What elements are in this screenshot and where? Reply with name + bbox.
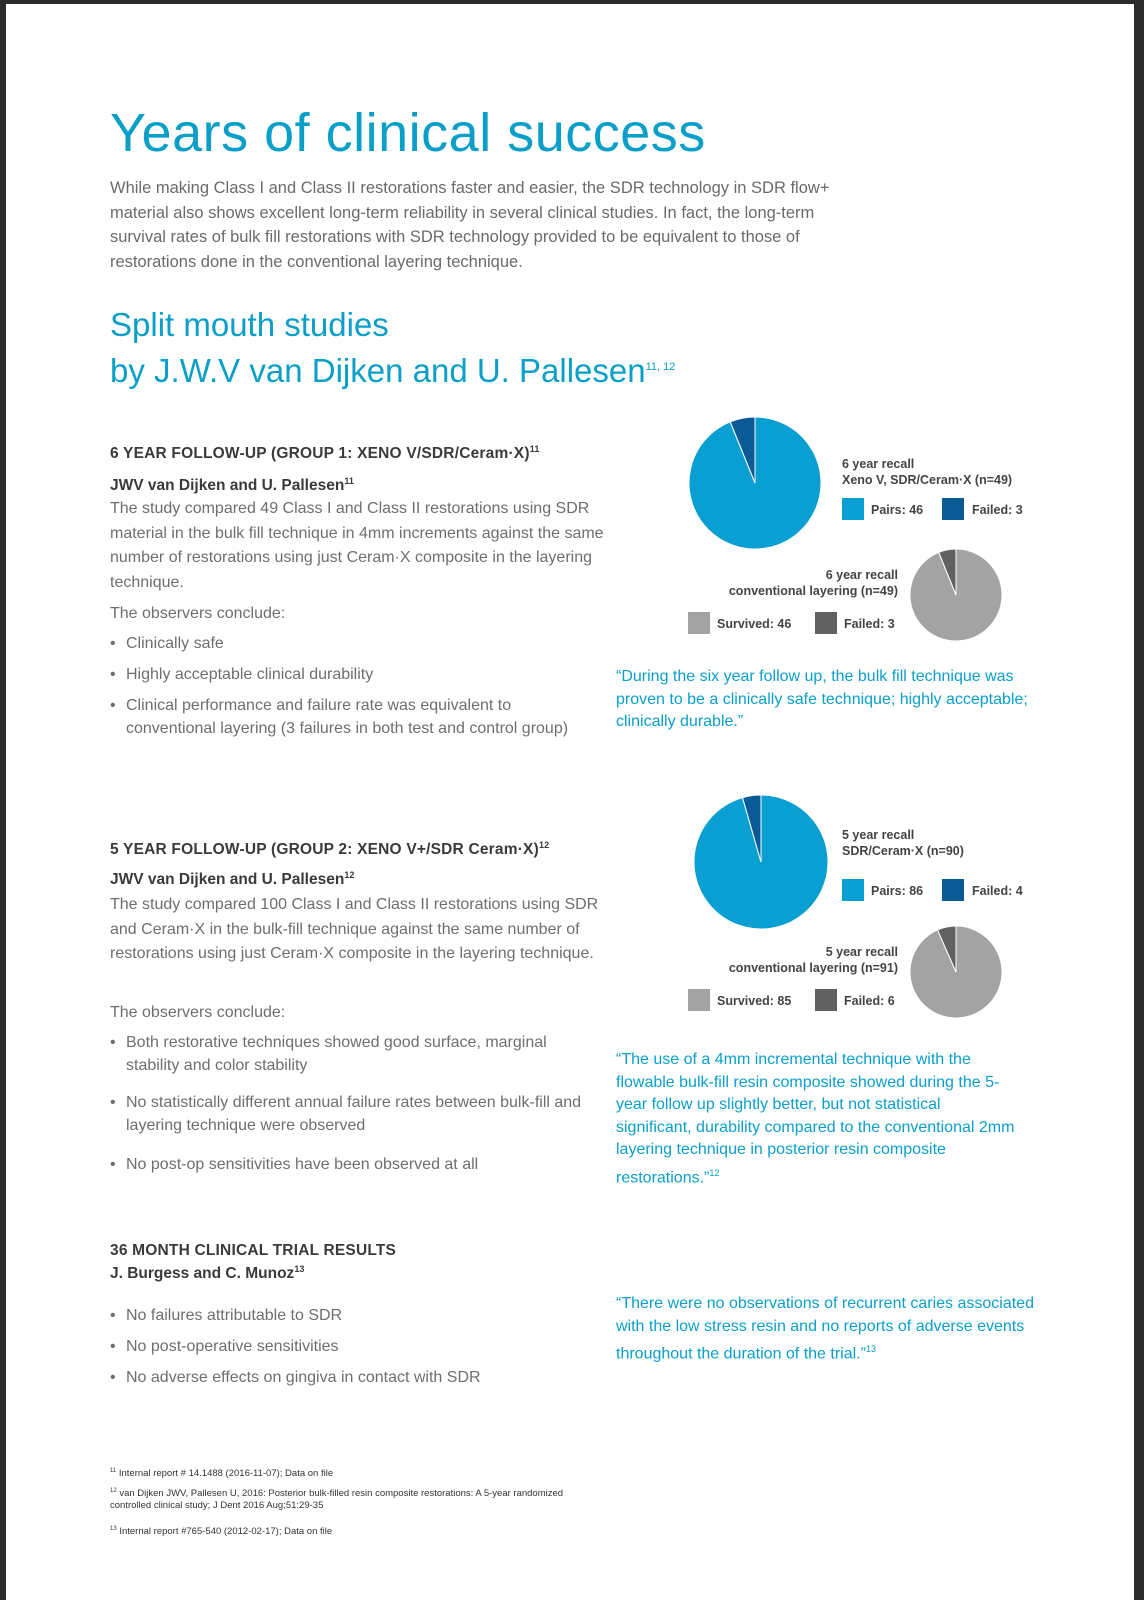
legend-swatch-failed: [942, 498, 964, 520]
pie3-title: 5 year recall: [842, 828, 915, 842]
document-page: [6, 4, 1134, 1600]
study1-authors-ref: 11: [344, 476, 354, 486]
study2-bullet: • No statistically different annual failure rates between bulk-fill and layering technique were observed: [110, 1092, 596, 1137]
legend-label-failed: Failed: 6: [844, 994, 895, 1008]
study2-bullet: • Both restorative techniques showed good surface, marginal stability and color stability: [110, 1032, 596, 1077]
study1-authors: [110, 476, 354, 495]
study1-bullet: • Clinical performance and failure rate was equivalent to conventional layering (3 failures in both test and control group): [110, 695, 596, 740]
pie1-title: 6 year recall: [842, 457, 915, 471]
legend-swatch-survived: [688, 989, 710, 1011]
study2-conclude: The observers conclude:: [110, 1004, 286, 1021]
study2-heading-ref: 12: [538, 840, 550, 850]
study2-quote-text: “The use of a 4mm incremental technique with the flowable bulk-fill resin composite showed during the 5-year follow up slightly better, but not statistical significant, durability compared to the conventional 2mm layering technique in posterior resin composite restorations.”: [616, 1051, 1015, 1186]
study2-quote-ref: 12: [709, 1167, 720, 1178]
pie2-subtitle: conventional layering (n=49): [728, 584, 898, 598]
footnote-text: van Dijken JWV, Pallesen U, 2016: Posterior bulk-filled resin composite restorations: A 5-year randomized controlled clinical study; J Dent 2016 Aug;51:29-35: [110, 1488, 564, 1512]
study3-quote-text: “There were no observations of recurrent caries associated with the low stress resin and no reports of adverse events throughout the duration of the trial.”: [616, 1295, 1034, 1363]
pie4-subtitle: conventional layering (n=91): [728, 961, 898, 975]
study3-authors-text: J. Burgess and C. Munoz: [110, 1265, 295, 1283]
study3-authors-ref: 13: [294, 1264, 305, 1274]
subtitle-line-2-text: by J.W.V van Dijken and U. Pallesen: [110, 352, 646, 389]
legend-label-survived: Survived: 85: [717, 994, 792, 1008]
study3-bullet: • No failures attributable to SDR: [110, 1305, 596, 1328]
subtitle-footnote-ref: 11, 12: [645, 361, 676, 373]
footnote: [110, 1465, 570, 1480]
section-subtitle: [110, 304, 675, 392]
study2-quote: [616, 1049, 1016, 1189]
study3-heading: 36 MONTH CLINICAL TRIAL RESULTS: [110, 1242, 397, 1259]
study1-bullet: • Highly acceptable clinical durability: [110, 664, 596, 687]
study2-body: The study compared 100 Class I and Class II restorations using SDR and Ceram·X in the bulk-fill technique against the same number of restorations using just Ceram·X composite in the layering technique.: [110, 896, 599, 962]
legend-swatch-failed: [815, 989, 837, 1011]
legend-swatch-failed: [815, 612, 837, 634]
legend-swatch-survived: [688, 612, 710, 634]
pie3-subtitle: SDR/Ceram·X (n=90): [842, 844, 964, 858]
subtitle-line-1: Split mouth studies: [110, 306, 389, 343]
study3-bullet: • No post-operative sensitivities: [110, 1336, 596, 1359]
legend-swatch-failed: [942, 879, 964, 901]
study1-heading-ref: 11: [529, 444, 540, 454]
study1-authors-text: JWV van Dijken and U. Pallesen: [110, 477, 345, 495]
study3-authors: [110, 1264, 304, 1283]
legend-label-failed: Failed: 4: [972, 884, 1023, 898]
pie-chart-6yr-sdr: [689, 417, 821, 549]
pie-chart-5yr-sdr: [694, 795, 828, 929]
subtitle-line-2: [110, 346, 675, 392]
pie2-title: 6 year recall: [825, 568, 898, 582]
study3-quote: [616, 1293, 1046, 1366]
legend-label-survived: Survived: 46: [717, 617, 792, 631]
study1-conclude: The observers conclude:: [110, 605, 286, 622]
study3-quote-ref: 13: [865, 1344, 876, 1354]
legend-label-failed: Failed: 3: [972, 503, 1023, 517]
intro-paragraph: While making Class I and Class II restorations faster and easier, the SDR technology in SDR flow+ material also shows excellent long-term reliability in several clinical studies. In fact, the long-term survival rates of bulk fill restorations with SDR technology provided to be equivalent to those of restorations done in the conventional layering technique.: [110, 179, 830, 271]
pie-chart-5yr-conventional: [910, 926, 1002, 1018]
legend-swatch-pairs: [842, 879, 864, 901]
study2-heading-text: 5 YEAR FOLLOW-UP (GROUP 2: XENO V+/SDR Ceram·X): [110, 841, 539, 859]
study1-heading: [110, 444, 540, 463]
study1-body: The study compared 49 Class I and Class II restorations using SDR material in the bulk fill technique in 4mm increments against the same number of restorations using just Ceram·X composite in the layering technique.: [110, 500, 604, 591]
study1-heading-text: 6 YEAR FOLLOW-UP (GROUP 1: XENO V/SDR/Ceram·X): [110, 445, 530, 463]
legend-swatch-pairs: [842, 498, 864, 520]
footnote: [110, 1485, 570, 1512]
page-title: Years of clinical success: [110, 103, 706, 163]
study3-bullet: • No adverse effects on gingiva in contact with SDR: [110, 1367, 596, 1390]
pie1-subtitle: Xeno V, SDR/Ceram·X (n=49): [842, 473, 1013, 487]
footnote-text: Internal report # 14.1488 (2016-11-07); Data on file: [118, 1468, 334, 1480]
study2-authors: [110, 870, 354, 889]
legend-label-pairs: Pairs: 86: [871, 884, 924, 898]
footnote-num: 13: [110, 1526, 117, 1532]
study2-bullet: • No post-op sensitivities have been observed at all: [110, 1154, 596, 1177]
study2-authors-ref: 12: [344, 870, 355, 880]
study1-bullet: • Clinically safe: [110, 633, 596, 656]
legend-label-failed: Failed: 3: [844, 617, 895, 631]
footnote: [110, 1523, 570, 1538]
study2-authors-text: JWV van Dijken and U. Pallesen: [110, 871, 345, 889]
study1-quote: “During the six year follow up, the bulk fill technique was proven to be a clinically safe technique; highly acceptable; clinically durable.”: [616, 668, 1028, 730]
footnote-num: 12: [110, 1488, 117, 1494]
footnote-text: Internal report #765-540 (2012-02-17); Data on file: [119, 1526, 333, 1538]
study2-heading: [110, 840, 549, 859]
legend-label-pairs: Pairs: 46: [871, 503, 924, 517]
pie-chart-6yr-conventional: [910, 549, 1002, 641]
footnote-num: 11: [110, 1468, 117, 1474]
pie4-title: 5 year recall: [825, 945, 898, 959]
